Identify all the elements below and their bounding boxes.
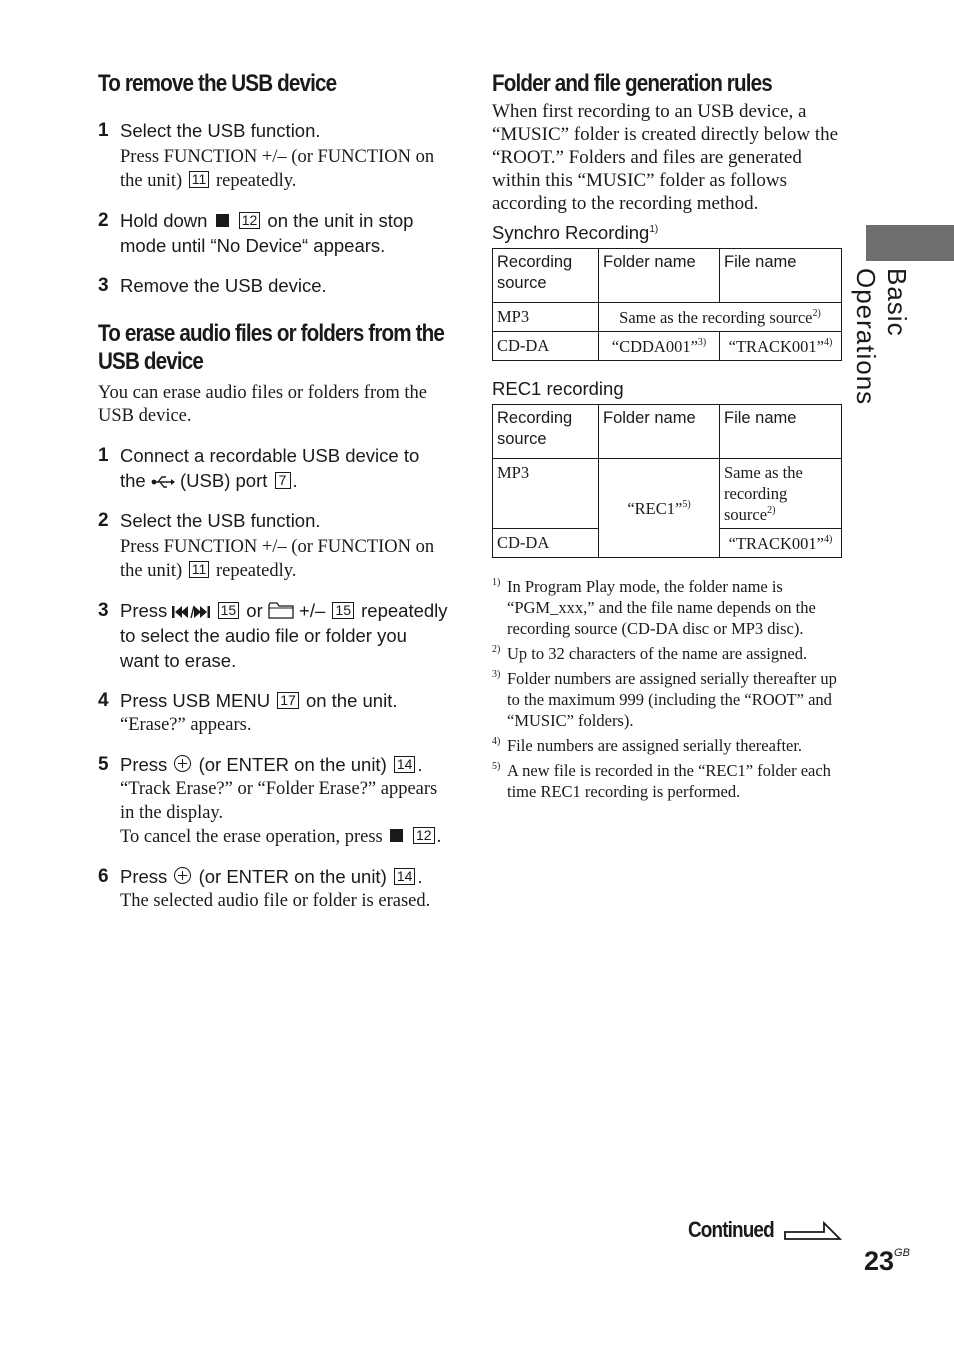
remove-step-1: 1 Select the USB function. Press FUNCTION +/– (or FUNCTION on the unit) 11 repeatedly. (98, 118, 448, 193)
erase-step-5: 5 Press (or ENTER on the unit) 14 . “Track Erase?” or “Folder Erase?” appears in the display. To cancel the erase operation, press 12 . (98, 754, 442, 847)
folder-icon (268, 601, 294, 619)
enter-icon (174, 867, 191, 884)
button-ref-key: 17 (277, 692, 299, 709)
rec1-table (492, 404, 842, 558)
enter-icon (174, 755, 191, 772)
stop-icon (216, 214, 229, 227)
table-row: MP3 Same as the recording source$^{2)}$ (493, 303, 842, 332)
right-column (492, 70, 844, 806)
button-ref-key: 14 (394, 756, 416, 773)
footnote: 3) Folder numbers are assigned serially thereafter up to the maximum 999 (including the “ROOT” and “MUSIC” folders). (492, 669, 837, 730)
table-row: CD-DA “CDDA001”$^{3)}$ “TRACK001”$^{4)}$ (493, 332, 842, 361)
remove-step-2: 2 Hold down 12 on the unit in stop mode until “No Device“ appears. (98, 210, 414, 256)
erase-step-2: 2 Select the USB function. Press FUNCTION +/– (or FUNCTION on the unit) 11 repeatedly. (98, 510, 435, 581)
usb-icon (151, 475, 175, 489)
folder-rules-heading: Folder and file generation rules (492, 70, 772, 97)
remove-step-1-detail: Press FUNCTION +/– (or FUNCTION on the unit) 11 repeatedly. (120, 147, 435, 191)
table-row: Recording source Folder name File name (493, 249, 842, 303)
page-number: $23^{GB}$ (864, 1246, 910, 1276)
table-row: MP3 “REC1”$^{5)}$ Same as the recording source$^{2)}$ (493, 459, 842, 529)
footnote: 5) A new file is recorded in the “REC1” folder each time REC1 recording is performed. (492, 761, 831, 801)
remove-usb-heading: To remove the USB device (98, 70, 337, 97)
continued-arrow-icon (784, 1219, 842, 1241)
erase-step-4: 4 Press USB MENU 17 on the unit. “Erase?” appears. (98, 690, 398, 735)
button-ref-key: 11 (189, 561, 210, 578)
erase-files-heading: To erase audio files or folders from the USB device (98, 320, 444, 375)
remove-step-3: 3 Remove the USB device. (98, 275, 327, 296)
button-ref-key: 12 (413, 827, 435, 844)
folder-rules-intro: When first recording to an USB device, a “MUSIC” folder is created directly below the “ROOT.” Folders and files are generated within this “MUSIC” folder as follows according to the recording method. (492, 101, 839, 214)
footnote: 2) Up to 32 characters of the name are assigned. (492, 644, 808, 663)
section-label: Basic Operations (851, 268, 912, 406)
stop-icon (390, 829, 403, 842)
rec1-caption: REC1 recording (492, 378, 624, 399)
button-ref-key: 12 (239, 212, 261, 229)
synchro-table (492, 248, 842, 361)
button-ref-key: 11 (189, 171, 210, 188)
continued-marker (688, 1217, 842, 1243)
left-column (98, 70, 448, 913)
erase-intro: You can erase audio files or folders from the USB device. (98, 383, 427, 426)
erase-step-3: 3 Press 15 or +/– 15 repeatedly to select the audio file or folder you want to erase. (98, 600, 448, 671)
button-ref-key: 15 (332, 602, 354, 619)
footnote: 1) In Program Play mode, the folder name is “PGM_xxx,” and the file name depends on the recording source (CD-DA disc or MP3 disc). (492, 577, 816, 638)
erase-step-1: 1 Connect a recordable USB device to the (USB) port 7 . (98, 445, 420, 491)
button-ref-key: 7 (275, 472, 291, 489)
table-row: Recording source Folder name File name (493, 405, 842, 459)
prev-next-icon (172, 605, 210, 619)
continued-label: Continued (688, 1217, 774, 1242)
table-row: CD-DA “TRACK001”$^{4)}$ (493, 529, 842, 558)
button-ref-key: 15 (218, 602, 240, 619)
erase-step-6: 6 Press (or ENTER on the unit) 14 . The selected audio file or folder is erased. (98, 866, 431, 911)
section-tab (866, 225, 954, 261)
footnotes (492, 576, 844, 802)
footnote: 4) File numbers are assigned serially thereafter. (492, 736, 803, 755)
button-ref-key: 14 (394, 868, 416, 885)
synchro-caption: Synchro Recording$^{1)}$ (492, 222, 659, 243)
